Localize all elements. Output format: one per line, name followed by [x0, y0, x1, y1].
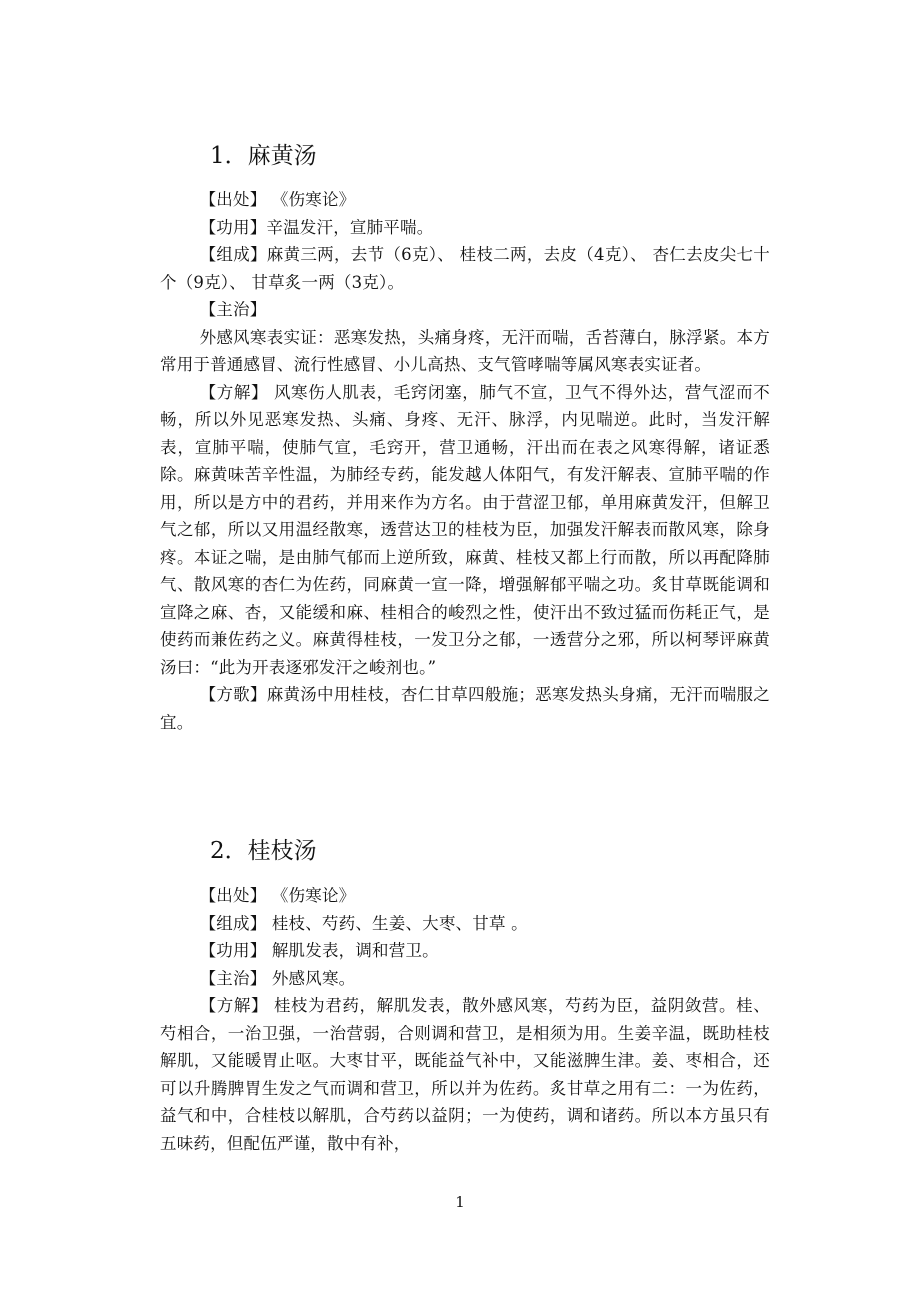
section-title-mahuang-tang: 1．麻黄汤 [210, 143, 317, 169]
page-number: 1 [455, 1193, 465, 1211]
source-paragraph: 【出处】 《伤寒论》 [199, 886, 356, 905]
composition-paragraph: 【组成】麻黄三两，去节（6克）、 桂枝二两，去皮（4克）、 杏仁去皮尖七十个（9克）、 甘草炙一两（3克）。 [160, 245, 770, 292]
section-body-mahuang-tang [160, 186, 770, 736]
function-paragraph: 【功用】辛温发汗，宣肺平喘。 [199, 217, 434, 237]
formula-explanation-paragraph: 【方解】 桂枝为君药，解肌发表，散外感风寒，芍药为臣，益阴敛营。桂、芍相合，一治卫强，一治营弱，合则调和营卫，是相须为用。生姜辛温，既助桂枝解肌，又能暖胃止呕。大枣甘平，既能益气补中，又能滋脾生津。姜、枣相合，还可以升腾脾胃生发之气而调和营卫，所以并为佐药。炙甘草之用有二：一为佐药，益气和中，合桂枝以解肌，合芍药以益阴；一为使药，调和诸药。所以本方虽只有五味药，但配伍严谨，散中有补， [160, 996, 770, 1153]
composition-paragraph: 【组成】 桂枝、芍药、生姜、大枣、甘草 。 [199, 913, 528, 933]
source-paragraph: 【出处】 《伤寒论》 [199, 190, 356, 209]
function-paragraph: 【功用】 解肌发表，调和营卫。 [199, 941, 439, 960]
indication-label: 【主治】 [199, 300, 267, 319]
formula-explanation-paragraph: 【方解】 风寒伤人肌表，毛窍闭塞，肺气不宣，卫气不得外达，营气涩而不畅，所以外见恶寒发热、头痛、身疼、无汗、脉浮，内见喘逆。此时，当发汗解表，宣肺平喘，使肺气宣，毛窍开，营卫通畅，汗出而在表之风寒得解，诸证悉除。麻黄味苦辛性温，为肺经专药，能发越人体阳气，有发汗解表、宣肺平喘的作用，所以是方中的君药，并用来作为方名。由于营涩卫郁，单用麻黄发汗，但解卫气之郁，所以又用温经散寒，透营达卫的桂枝为臣，加强发汗解表而散风寒，除身疼。本证之喘，是由肺气郁而上逆所致，麻黄、桂枝又都上行而散，所以再配降肺气、散风寒的杏仁为佐药，同麻黄一宣一降，增强解郁平喘之功。炙甘草既能调和宣降之麻、杏，又能缓和麻、桂相合的峻烈之性，使汗出不致过猛而伤耗正气，是使药而兼佐药之义。麻黄得桂枝，一发卫分之郁，一透营分之邪，所以柯琴评麻黄汤曰：“此为开表逐邪发汗之峻剂也。” [160, 382, 770, 677]
indication-paragraph: 【主治】 外感风寒。 [199, 968, 356, 988]
formula-verse-paragraph: 【方歌】麻黄汤中用桂枝，杏仁甘草四般施；恶寒发热头身痛，无汗而喘服之宜。 [160, 685, 770, 732]
section-body-guizhi-tang [160, 882, 770, 1157]
indication-paragraph: 外感风寒表实证：恶寒发热，头痛身疼，无汗而喘，舌苔薄白，脉浮紧。本方常用于普通感冒、流行性感冒、小儿高热、支气管哮喘等属风寒表实证者。 [160, 327, 770, 374]
section-title-guizhi-tang: 2．桂枝汤 [210, 838, 317, 864]
